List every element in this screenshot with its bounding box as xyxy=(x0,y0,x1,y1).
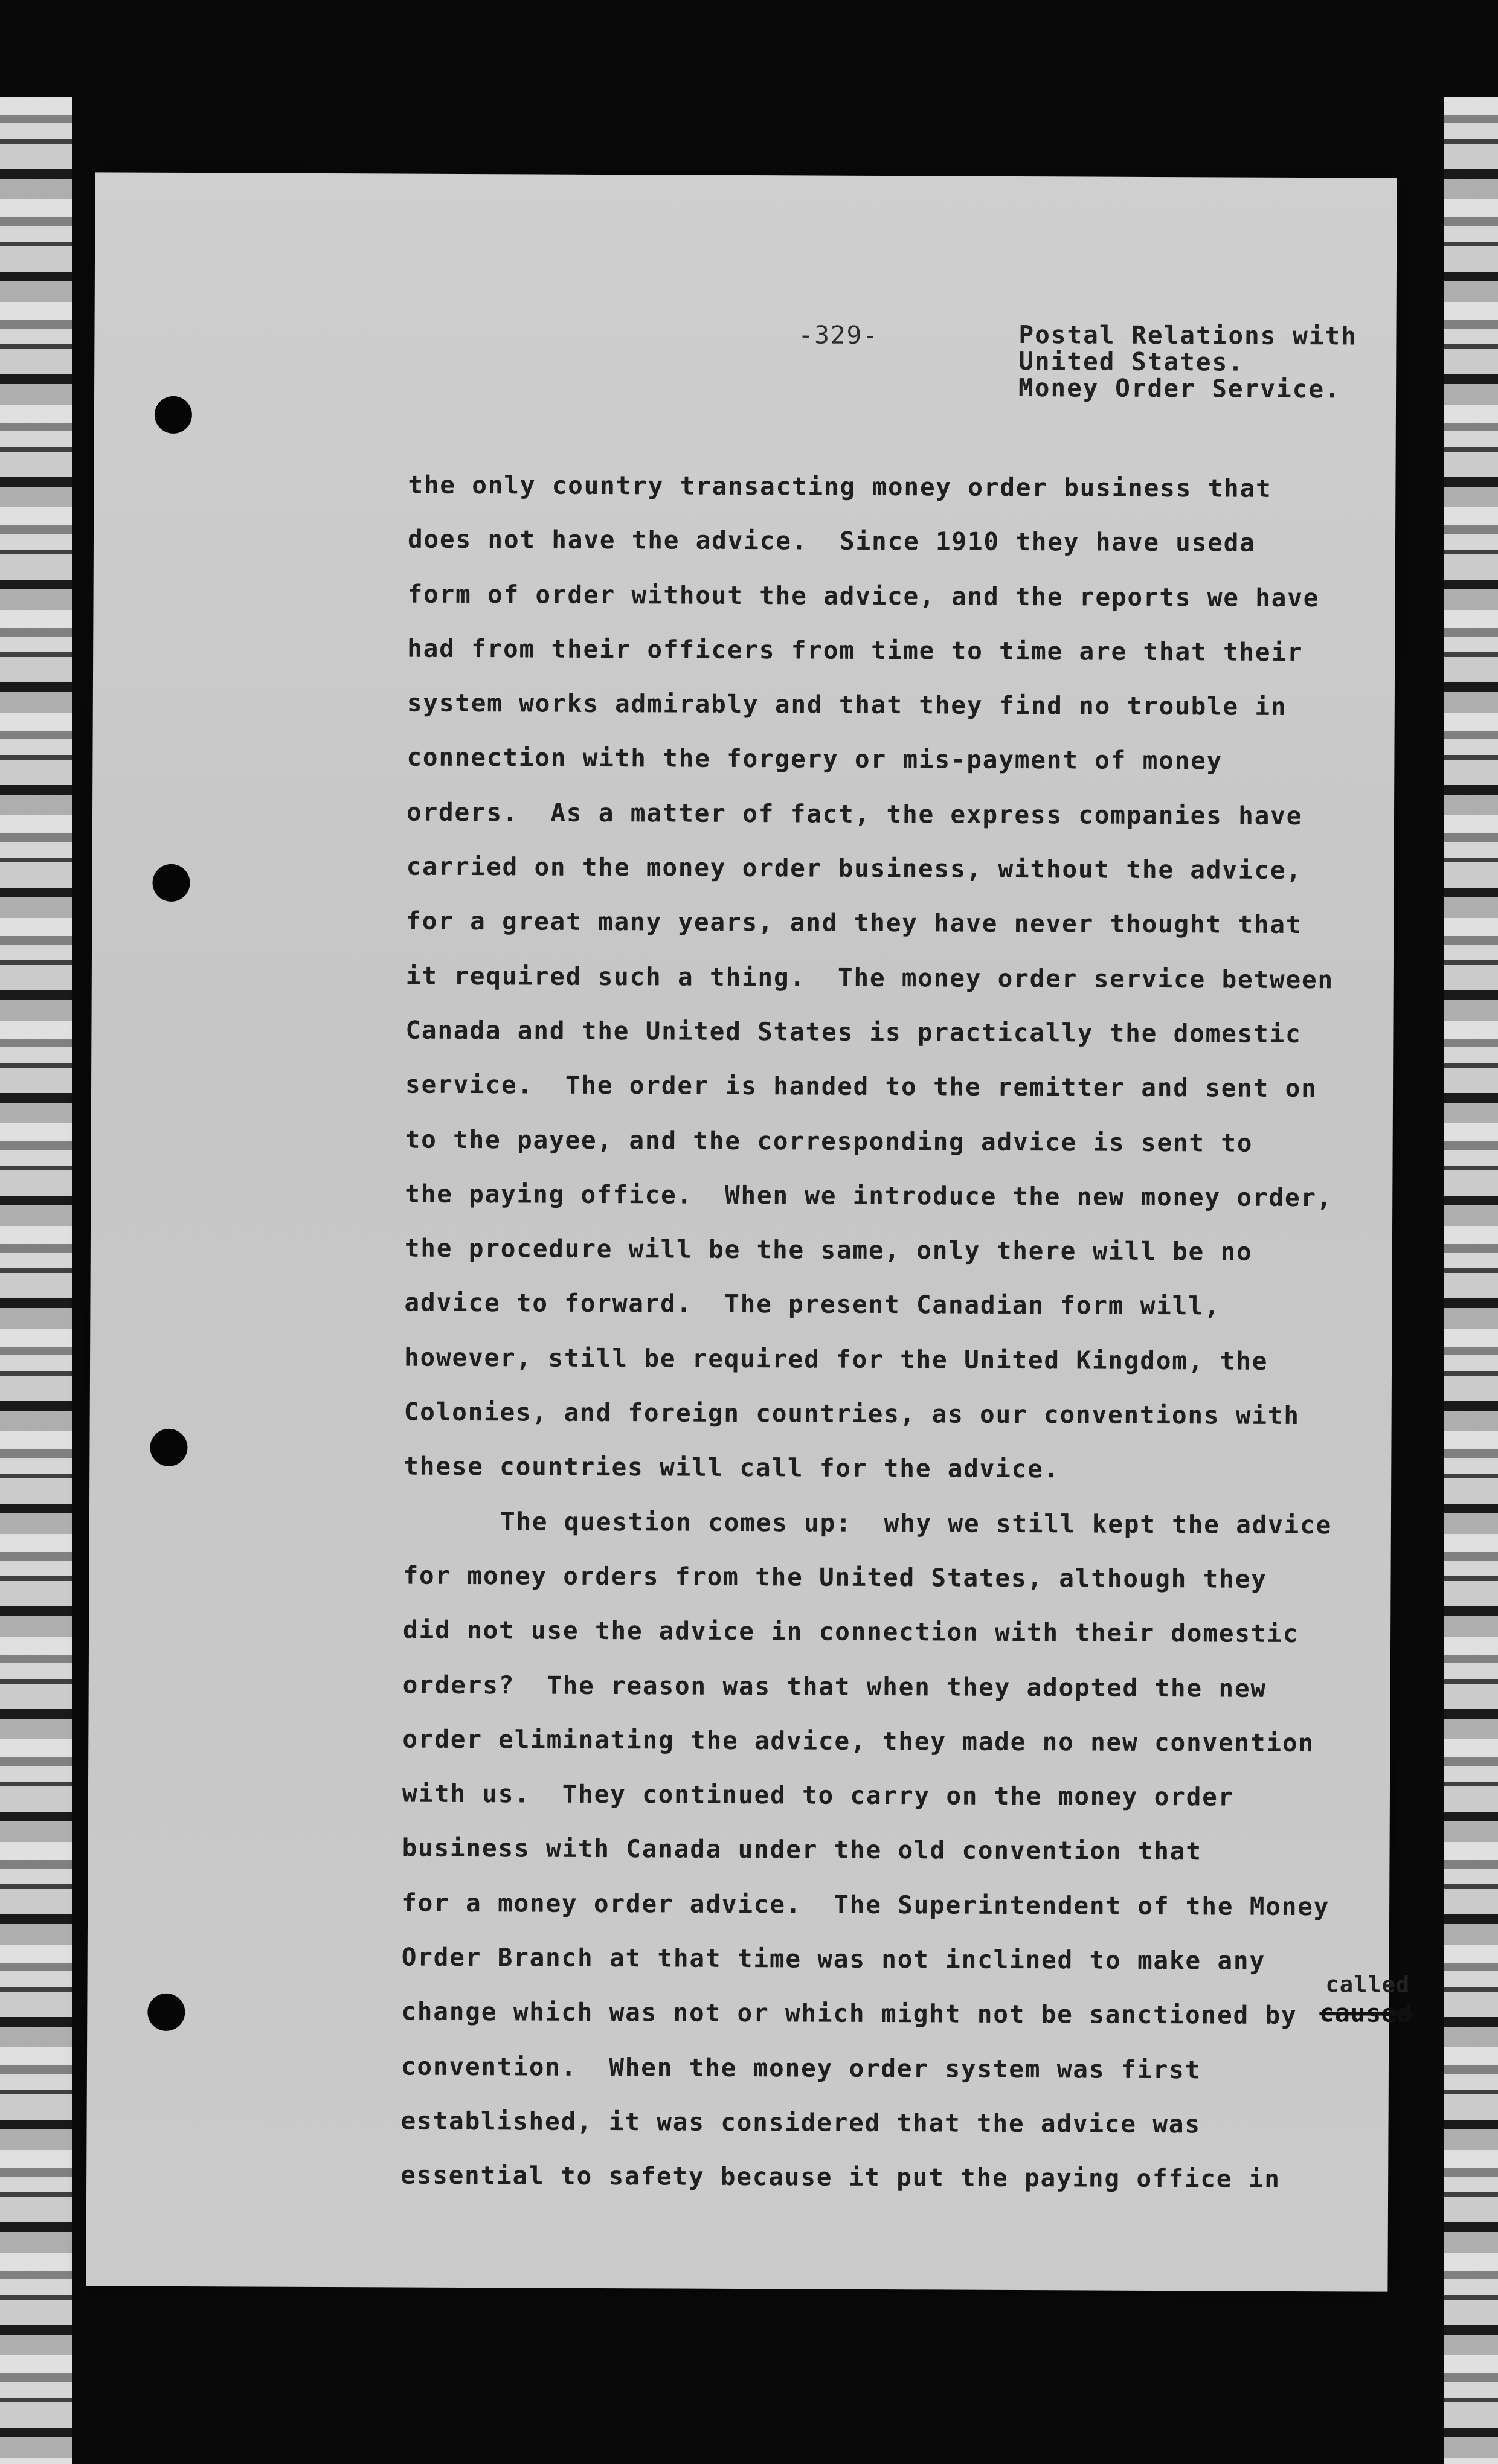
text-line: change which was not or which might not be sanctioned by xyxy=(401,1997,1297,2030)
text-line: it required such a thing. The money order service between xyxy=(405,961,1334,994)
text-line: carried on the money order business, without the advice, xyxy=(406,852,1302,885)
text-line: does not have the advice. Since 1910 they have useda xyxy=(407,524,1256,557)
text-line: business with Canada under the old convention that xyxy=(402,1833,1202,1866)
text-line: advice to forward. The present Canadian form will, xyxy=(404,1288,1221,1321)
text-line: established, it was considered that the advice was xyxy=(400,2106,1201,2139)
text-line: orders. As a matter of fact, the express companies have xyxy=(406,797,1303,830)
page-number: -329- xyxy=(798,320,879,350)
text-line: to the payee, and the corresponding advice is sent to xyxy=(405,1125,1253,1158)
text-line: for a great many years, and they have never thought that xyxy=(406,906,1302,940)
text-line: the paying office. When we introduce the new money order, xyxy=(405,1179,1333,1213)
text-line: form of order without the advice, and the reports we have xyxy=(407,579,1320,612)
punch-hole xyxy=(147,1994,185,2031)
handwritten-insertion: called xyxy=(1325,1971,1410,1998)
typed-body-text xyxy=(400,458,1387,2207)
document-page xyxy=(86,172,1413,2291)
text-line: Order Branch at that time was not inclined to make any xyxy=(401,1942,1265,1975)
text-line: order eliminating the advice, they made no new convention xyxy=(402,1724,1315,1757)
punch-hole xyxy=(155,396,192,434)
text-line: service. The order is handed to the remitter and sent on xyxy=(405,1070,1317,1103)
text-line: however, still be required for the United Kingdom, the xyxy=(403,1343,1268,1376)
film-strip-left-edge xyxy=(0,97,72,2464)
subject-heading xyxy=(1018,321,1357,402)
text-line: essential to safety because it put the paying office in xyxy=(400,2160,1281,2194)
subject-line: United States. xyxy=(1018,346,1244,377)
text-line: with us. They continued to carry on the money order xyxy=(402,1779,1235,1812)
text-line: Colonies, and foreign countries, as our conventions with xyxy=(403,1397,1300,1431)
struck-out-word: caused xyxy=(1319,1998,1413,2028)
text-line: did not use the advice in connection with their domestic xyxy=(403,1615,1299,1649)
text-line: the only country transacting money order business that xyxy=(408,470,1272,503)
text-line: these countries will call for the advice. xyxy=(403,1451,1060,1484)
text-line: connection with the forgery or mis-payment of money xyxy=(407,743,1223,775)
text-line: for money orders from the United States, although they xyxy=(403,1561,1267,1594)
text-line: for a money order advice. The Superintendent of the Money xyxy=(402,1888,1330,1921)
punch-hole xyxy=(150,1429,187,1466)
text-line: the procedure will be the same, only there will be no xyxy=(404,1233,1253,1266)
subject-line: Money Order Service. xyxy=(1018,373,1341,404)
text-line: system works admirably and that they find no trouble in xyxy=(407,688,1287,722)
punch-hole xyxy=(152,864,190,902)
text-line: had from their officers from time to time are that their xyxy=(407,634,1304,667)
subject-line: Postal Relations with xyxy=(1018,319,1357,351)
text-line: Canada and the United States is practically the domestic xyxy=(405,1015,1302,1049)
film-strip-right-edge xyxy=(1444,97,1498,2464)
text-line: orders? The reason was that when they adopted the new xyxy=(402,1670,1267,1703)
text-line: The question comes up: why we still kept the advice xyxy=(500,1506,1332,1539)
text-line: convention. When the money order system was first xyxy=(400,2052,1201,2084)
